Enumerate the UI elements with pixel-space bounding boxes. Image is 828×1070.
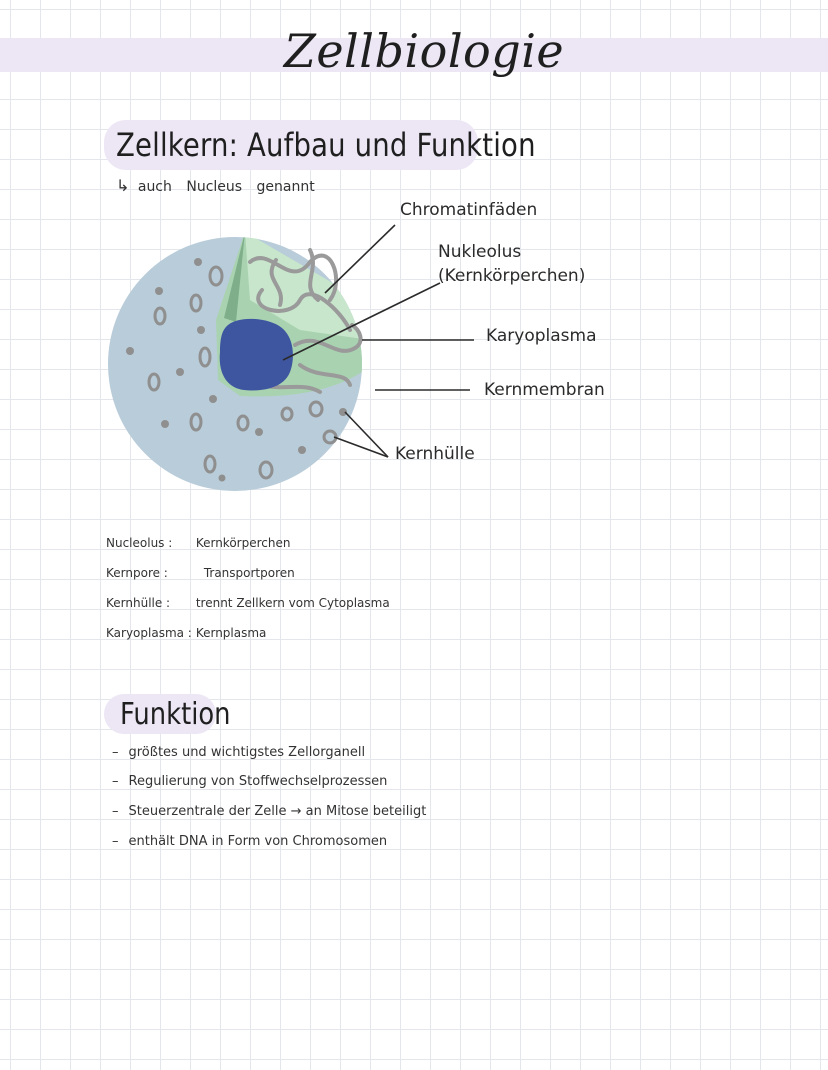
list-item-text: Regulierung von Stoffwechselprozessen xyxy=(128,774,388,789)
definition-value: trennt Zellkern vom Cytoplasma xyxy=(195,596,390,610)
page-title: Zellbiologie xyxy=(283,24,565,78)
bullet-dash: – xyxy=(112,774,119,789)
definition-row xyxy=(106,626,266,640)
note-word: genannt xyxy=(256,179,315,195)
list-item-text: Steuerzentrale der Zelle → an Mitose beteiligt xyxy=(128,804,427,819)
definition-term: Karyoplasma : xyxy=(106,626,192,640)
list-item-text: größtes und wichtigstes Zellorganell xyxy=(128,745,366,760)
nucleolus-shape xyxy=(220,319,293,391)
definition-term: Kernpore : xyxy=(106,566,168,580)
section-heading-aufbau: Zellkern: Aufbau und Funktion xyxy=(116,126,536,164)
label-karyoplasma: Karyoplasma xyxy=(486,326,597,346)
label-nukleolus: Nukleolus xyxy=(438,242,522,262)
list-item-text: enthält DNA in Form von Chromosomen xyxy=(128,834,388,849)
note-word: Nucleus xyxy=(186,179,243,195)
bullet-dash: – xyxy=(112,745,119,760)
list-item xyxy=(112,804,426,819)
label-kernkoerperchen: (Kernkörperchen) xyxy=(438,266,586,286)
list-item xyxy=(112,834,387,849)
note-word: auch xyxy=(137,179,172,195)
definition-value: Kernplasma xyxy=(195,626,267,640)
bullet-dash: – xyxy=(112,804,119,819)
nucleus-diagram xyxy=(0,0,828,520)
definition-value: Transportporen xyxy=(203,566,295,580)
label-kernmembran: Kernmembran xyxy=(484,380,605,400)
list-item xyxy=(112,774,387,789)
definition-row xyxy=(106,536,290,550)
definition-value: Kernkörperchen xyxy=(195,536,291,550)
definition-row xyxy=(106,596,390,610)
label-chromatinfaeden: Chromatinfäden xyxy=(400,200,538,220)
list-item xyxy=(112,745,365,760)
label-kernhuelle: Kernhülle xyxy=(395,444,475,464)
definition-term: Kernhülle : xyxy=(106,596,171,610)
bullet-dash: – xyxy=(112,834,119,849)
section-heading-funktion: Funktion xyxy=(120,697,231,732)
definition-term: Nucleolus : xyxy=(106,536,173,550)
definition-row xyxy=(106,566,295,580)
corner-arrow-icon: ↳ xyxy=(116,176,130,195)
